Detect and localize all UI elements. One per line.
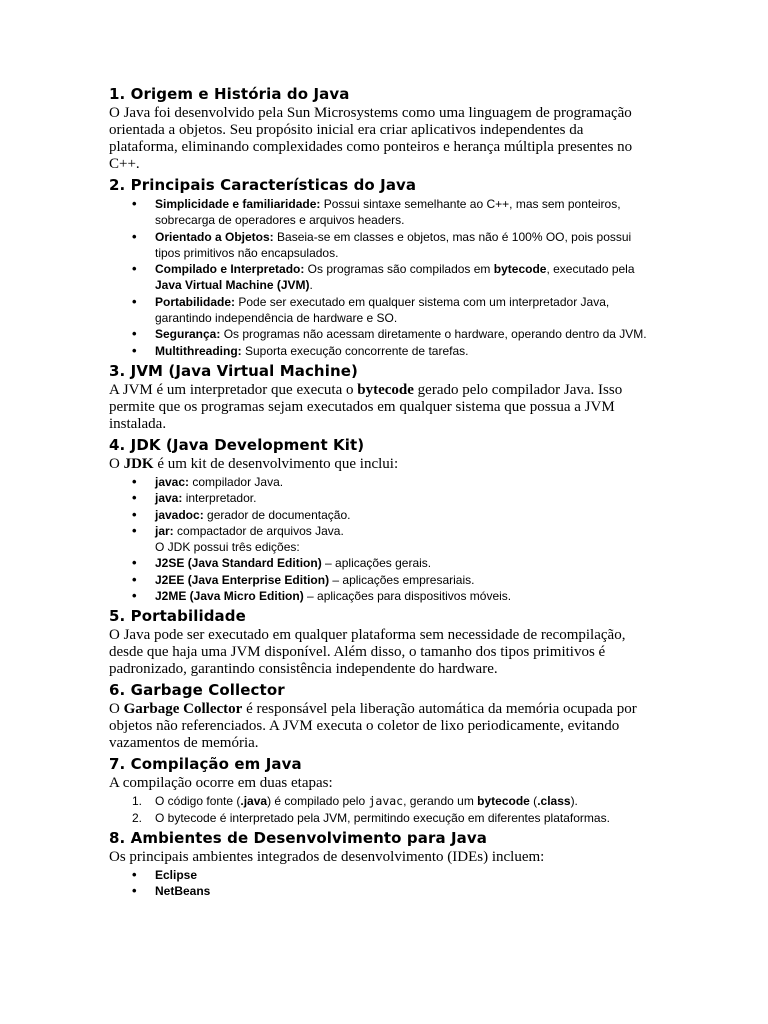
heading-compilacao: 7. Compilação em Java (109, 755, 302, 774)
text-run: , gerando um (403, 794, 478, 809)
ides-list (109, 867, 654, 900)
item-text: – aplicações gerais. (321, 556, 432, 571)
heading-jvm: 3. JVM (Java Virtual Machine) (109, 361, 358, 380)
heading-jdk: 4. JDK (Java Development Kit) (109, 435, 365, 454)
list-item (109, 555, 654, 571)
text-bold: JDK (123, 455, 154, 472)
text-run: ) é compilado pelo (267, 794, 369, 809)
item-label: Portabilidade: (155, 294, 236, 309)
step-number: 1. (132, 794, 143, 809)
ide-name: NetBeans (155, 884, 211, 899)
text-run: é um kit de desenvolvimento que inclui: (153, 455, 399, 472)
text-run: ). (570, 794, 578, 809)
item-text: – aplicações para dispositivos móveis. (303, 589, 512, 604)
text-bold: .class (537, 794, 571, 809)
list-item (109, 507, 654, 523)
item-text: Pode ser executado em qualquer sistema com um interpretador Java, garantindo independência de hardware e SO. (155, 294, 610, 326)
item-text: Os programas são compilados em (304, 262, 494, 277)
item-text: O bytecode é interpretado pela JVM, permitindo execução em diferentes plataformas. (155, 810, 610, 825)
document-page (109, 84, 654, 901)
item-text: Baseia-se em classes e objetos, mas não é 100% OO, pois possui tipos primitivos não encapsulados. (155, 229, 632, 260)
item-label: J2ME (Java Micro Edition) (155, 589, 304, 604)
list-item (109, 490, 654, 506)
item-label: Orientado a Objetos: (155, 229, 274, 244)
item-label: java: (155, 491, 183, 506)
text-run: é responsável pela liberação automática da memória ocupada por objetos não referenciados. A JVM executa o coletor de lixo periodicamente, evitando vazamentos de memória. (109, 701, 637, 752)
list-item (109, 523, 654, 539)
item-label: javadoc: (155, 507, 204, 522)
text-bold: bytecode (477, 794, 530, 809)
list-item (109, 867, 654, 883)
item-bold: Java Virtual Machine (JVM) (155, 278, 310, 293)
jdk-tools-list (109, 474, 654, 604)
item-text: Suporta execução concorrente de tarefas. (241, 343, 469, 358)
paragraph-portabilidade: O Java pode ser executado em qualquer plataforma sem necessidade de recompilação, desde que haja uma JVM disponível. Além disso, o tamanho dos tipos primitivos é padronizado, garantindo consistência independente do hardware. (109, 627, 626, 678)
item-label: Segurança: (155, 327, 221, 342)
list-item (109, 261, 654, 294)
list-item (109, 572, 654, 588)
heading-ambientes: 8. Ambientes de Desenvolvimento para Java (109, 828, 487, 847)
list-item (109, 810, 654, 826)
paragraph-ambientes-intro: Os principais ambientes integrados de desenvolvimento (IDEs) incluem: (109, 848, 545, 865)
text-bold: Garbage Collector (123, 701, 243, 718)
item-text: Os programas não acessam diretamente o hardware, operando dentro da JVM. (220, 327, 647, 342)
list-item (109, 793, 654, 809)
text-run: O (109, 455, 124, 472)
paragraph-jdk-intro (109, 456, 654, 473)
text-run: A JVM é um interpretador que executa o (109, 381, 358, 398)
step-number: 2. (132, 810, 143, 825)
item-label: javac: (155, 474, 190, 489)
item-label: Simplicidade e familiaridade: (155, 197, 321, 211)
item-text: compactador de arquivos Java. (173, 523, 344, 538)
item-text: , executado pela (546, 262, 635, 277)
heading-garbage-collector: 6. Garbage Collector (109, 681, 285, 700)
item-label: J2SE (Java Standard Edition) (155, 556, 322, 571)
list-item (109, 294, 654, 327)
paragraph-garbage-collector (109, 701, 654, 752)
ide-name: Eclipse (155, 867, 198, 882)
item-text: compilador Java. (189, 474, 284, 489)
paragraph-jvm (109, 382, 654, 433)
item-label: Compilado e Interpretado: (155, 262, 305, 277)
list-item (109, 883, 654, 899)
heading-portabilidade: 5. Portabilidade (109, 607, 246, 626)
item-label: Multithreading: (155, 343, 242, 358)
list-item (109, 196, 654, 229)
item-text: Possui sintaxe semelhante ao C++, mas sem ponteiros, sobrecarga de operadores e arquivos headers. (155, 197, 621, 228)
paragraph-origem-historia: O Java foi desenvolvido pela Sun Microsystems como uma linguagem de programação orientada a objetos. Seu propósito inicial era criar aplicativos independentes da plataforma, eliminando complexidades como ponteiros e herança múltipla presentes no C++. (109, 105, 633, 172)
item-text: interpretador. (182, 491, 257, 506)
compilacao-steps-list (109, 793, 654, 826)
editions-note: O JDK possui três edições: (155, 540, 300, 555)
list-item (109, 343, 654, 359)
paragraph-compilacao-intro: A compilação ocorre em duas etapas: (109, 775, 333, 792)
code-run: javac (368, 794, 404, 809)
text-run: gerado pelo compilador Java. Isso permite que os programas sejam executados em qualquer sistema que possua a JVM instalada. (109, 381, 623, 432)
caracteristicas-list (109, 196, 654, 359)
list-item (109, 229, 654, 262)
heading-origem-historia: 1. Origem e História do Java (109, 85, 350, 103)
text-bold: .java (240, 794, 268, 809)
text-bold: bytecode (357, 381, 414, 398)
item-label: jar: (155, 523, 174, 538)
list-item (109, 474, 654, 490)
text-run: O (109, 701, 124, 718)
item-text: . (309, 278, 313, 293)
item-bold: bytecode (493, 262, 547, 277)
text-run: ( (529, 794, 538, 809)
item-text: gerador de documentação. (203, 507, 351, 522)
item-text: – aplicações empresariais. (329, 572, 475, 587)
list-item (109, 326, 654, 342)
text-run: O código fonte ( (155, 794, 241, 809)
item-label: J2EE (Java Enterprise Edition) (155, 572, 330, 587)
heading-caracteristicas: 2. Principais Características do Java (109, 176, 417, 194)
list-item (109, 588, 654, 604)
